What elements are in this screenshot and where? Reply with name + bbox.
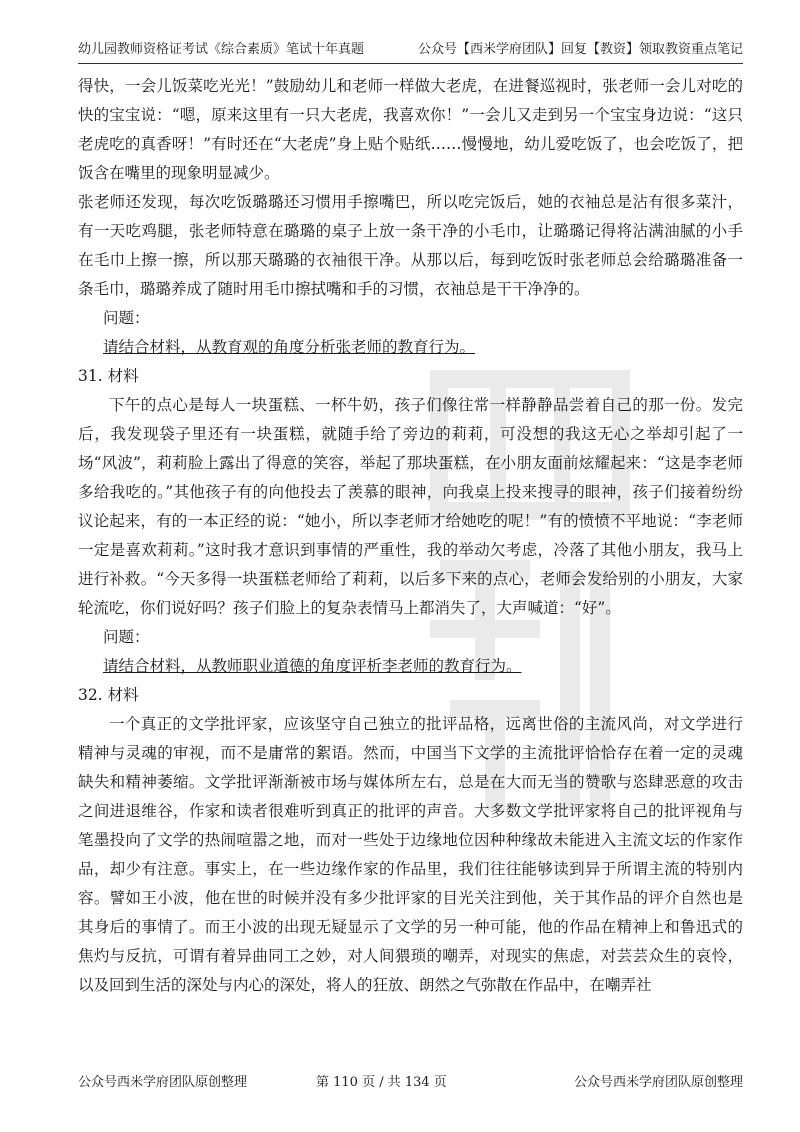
question-text-30: 请结合材料，从教育观的角度分析张老师的教育行为。 (103, 338, 476, 356)
header-left-title: 幼儿园教师资格证考试《综合素质》笔试十年真题 (78, 42, 365, 57)
footer-left: 公众号西米学府团队原创整理 (78, 1075, 248, 1090)
material-31-text: 下午的点心是每人一块蛋糕、一杯牛奶，孩子们像往常一样静静品尝着自己的那一份。发完后，我发现袋子里还有一块蛋糕，就随手给了旁边的莉莉，可没想的我这无心之举却引起了一场“风波”，莉莉脸上露出了得意的笑容，举起了那块蛋糕，在小朋友面前炫耀起来：“这是李老师多给我吃的。”其他孩子有的向他投去了羡慕的眼神，向我桌上投来搜寻的眼神，孩子们接着纷纷议论起来，有的一本正经的说：“她小，所以李老师才给她吃的呢！”有的愤愤不平地说：“李老师一定是喜欢莉莉。”这时我才意识到事情的严重性，我的举动欠考虑，冷落了其他小朋友，我马上进行补救。“今天多得一块蛋糕老师给了莉莉，以后多下来的点心，老师会发给别的小朋友，大家轮流吃，你们说好吗？孩子们脸上的复杂表情马上都消失了，大声喊道：“好”。 (78, 396, 743, 617)
page-content (78, 72, 743, 1000)
question-label: 问题： (103, 628, 150, 646)
material-32-text: 一个真正的文学批评家，应该坚守自己独立的批评品格，远离世俗的主流风尚，对文学进行精神与灵魂的审视，而不是庸常的絮语。然而，中国当下文学的主流批评恰恰存在着一定的灵魂缺失和精神萎缩。文学批评渐渐被市场与媒体所左右，总是在大而无当的赞歌与恣肆恶意的攻击之间进退维谷，作家和读者很难听到真正的批评的声音。大多数文学批评家将自己的批评视角与笔墨投向了文学的热闹喧嚣之地，而对一些处于边缘地位因种种缘故未能进入主流文坛的作家作品，却少有注意。事实上，在一些边缘作家的作品里，我们往往能够读到异于所谓主流的特别内容。譬如王小波，他在世的时候并没有多少批评家的目光关注到他，关于其作品的评介自然也是其身后的事情了。而王小波的出现无疑显示了文学的另一种可能，他的作品在精神上和鲁迅式的焦灼与反抗，可谓有着异曲同工之妙，对人间猥琐的嘲弄，对现实的焦虑，对芸芸众生的哀怜，以及回到生活的深处与内心的深处，将人的狂放、朗然之气弥散在作品中，在嘲弄社 (78, 715, 743, 994)
page-footer (78, 1073, 743, 1093)
item-32-heading: 32. 材料 (78, 686, 139, 704)
footer-right: 公众号西米学府团队原创整理 (573, 1075, 743, 1090)
header-right-note: 公众号【西米学府团队】回复【教资】领取教资重点笔记 (417, 42, 743, 57)
page-header (78, 40, 743, 60)
page-number: 第 110 页 / 共 134 页 (316, 1075, 447, 1090)
item-31-heading: 31. 材料 (78, 367, 139, 385)
question-text-31: 请结合材料，从教师职业道德的角度评析李老师的教育行为。 (103, 657, 522, 675)
paragraph-zhang-teacher: 张老师还发现，每次吃饭璐璐还习惯用手擦嘴巴，所以吃完饭后，她的衣袖总是沾有很多菜汁，有一天吃鸡腿，张老师特意在璐璐的桌子上放一条干净的小毛巾，让璐璐记得将沾满油腻的小手在毛巾上擦一擦，所以那天璐璐的衣袖很干净。从那以后，每到吃饭时张老师总会给璐璐准备一条毛巾，璐璐养成了随时用毛巾擦拭嘴和手的习惯，衣袖总是干干净净的。 (78, 193, 743, 298)
paragraph-continuation: 得快，一会儿饭菜吃光光！”鼓励幼儿和老师一样做大老虎，在进餐巡视时，张老师一会儿对吃的快的宝宝说：“嗯，原来这里有一只大老虎，我喜欢你！”一会儿又走到另一个宝宝身边说：“这只老虎吃的真香呀！”有时还在“大老虎”身上贴个贴纸……慢慢地，幼儿爱吃饭了，也会吃饭了，把饭含在嘴里的现象明显减少。 (78, 77, 743, 182)
header-divider (78, 63, 743, 64)
question-label: 问题： (103, 309, 150, 327)
